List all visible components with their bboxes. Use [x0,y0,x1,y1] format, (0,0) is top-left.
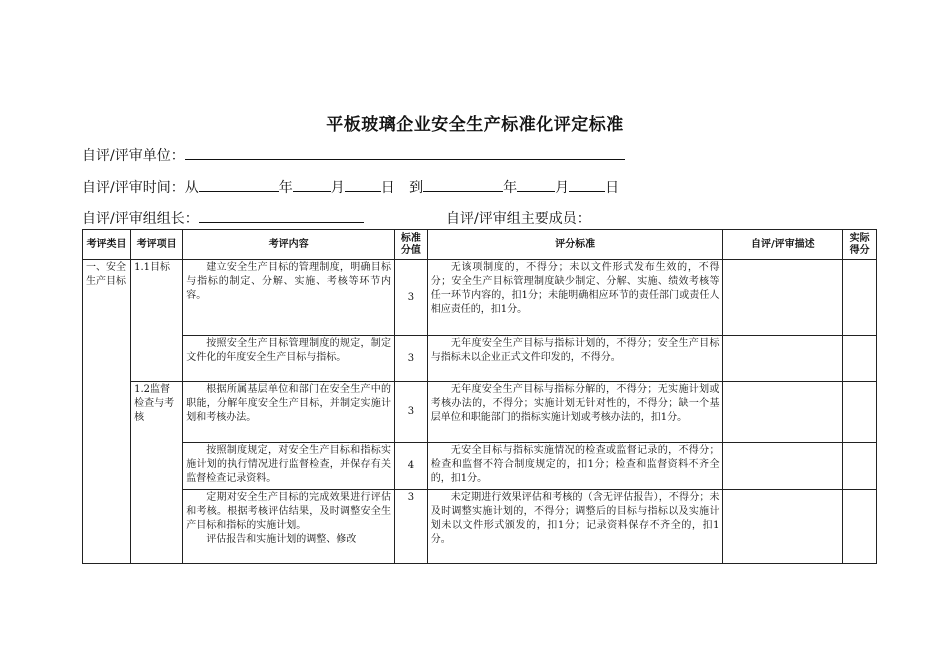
table-row [83,490,877,564]
standard-cell: 未定期进行效果评估和考核的（含无评估报告），不得分；未及时调整实施计划的，不得分；调整后的目标与指标以及实施计划未以文件形式颁发的，扣1分；记录资料保存不齐全的，扣1分。 [430,492,720,545]
table-row [83,336,877,382]
unit-line [82,145,625,165]
evaluation-table [82,229,877,564]
to-month-blank[interactable] [517,177,555,192]
category-cell: 一、安全生产目标 [83,260,131,564]
header-item: 考评项目 [131,230,183,260]
from-day-blank[interactable] [345,177,381,192]
content-cell: 定期对安全生产目标的完成效果进行评估和考核。根据考核评估结果，及时调整安全生产目标和指标的实施计划。 [186,492,392,531]
actual-score-cell[interactable] [843,382,877,443]
time-from: 从 [184,180,199,196]
to-day-blank[interactable] [569,177,605,192]
content-cell: 根据所属基层单位和部门在安全生产中的职能，分解年度安全生产目标，并制定实施计划和考核办法。 [186,384,392,423]
leader-blank[interactable] [199,208,364,223]
actual-score-cell[interactable] [843,336,877,382]
document-title: 平板玻璃企业安全生产标准化评定标准 [326,115,624,135]
content-cell: 建立安全生产目标的管理制度，明确目标与指标的制定、分解、实施、考核等环节内容。 [186,262,392,301]
time-label: 自评/评审时间： [82,180,185,196]
members-line [446,208,591,228]
describe-cell[interactable] [723,443,843,490]
header-standard: 评分标准 [427,230,723,260]
leader-label: 自评/评审组组长： [82,211,199,227]
time-line [82,177,619,197]
item-cell-1-1: 1.1目标 [131,260,183,382]
table-row [83,443,877,490]
from-month-label: 月 [330,180,345,196]
to-day-label: 日 [605,180,620,196]
describe-cell[interactable] [723,336,843,382]
from-year-label: 年 [278,180,293,196]
actual-score-cell[interactable] [843,443,877,490]
from-month-blank[interactable] [293,177,331,192]
score-cell: 4 [395,443,428,490]
content-cell: 按照制度规定，对安全生产目标和指标实施计划的执行情况进行监督检查，并保存有关监督检查记录资料。 [186,445,392,484]
header-score: 标准分值 [395,230,428,260]
table-row [83,260,877,336]
header-actual: 实际得分 [843,230,877,260]
standard-cell: 无安全目标与指标实施情况的检查或监督记录的，不得分；检查和监督不符合制度规定的，扣1分；检查和监督资料不齐全的，扣1分。 [430,445,720,484]
from-year-blank[interactable] [199,177,279,192]
header-category: 考评类目 [83,230,131,260]
table-row [83,382,877,443]
standard-cell: 无年度安全生产目标与指标计划的，不得分；安全生产目标与指标未以企业正式文件印发的，不得分。 [430,338,720,363]
actual-score-cell[interactable] [843,260,877,336]
describe-cell[interactable] [723,490,843,564]
content-cell-extra: 评估报告和实施计划的调整、修改 [206,534,357,545]
score-cell: 3 [395,490,428,564]
to-year-blank[interactable] [423,177,503,192]
to-year-label: 年 [503,180,518,196]
header-describe: 自评/评审描述 [723,230,843,260]
to-month-label: 月 [555,180,570,196]
score-cell: 3 [395,382,428,443]
item-cell-1-2: 1.2监督检查与考核 [131,382,183,564]
standard-cell: 无年度安全生产目标与指标分解的，不得分；无实施计划或考核办法的，不得分；实施计划无针对性的，不得分；缺一个基层单位和职能部门的指标实施计划或考核办法的，扣1分。 [430,384,720,423]
score-cell: 3 [395,260,428,336]
describe-cell[interactable] [723,382,843,443]
unit-blank[interactable] [185,145,625,160]
unit-label: 自评/评审单位： [82,148,185,164]
actual-score-cell[interactable] [843,490,877,564]
score-cell: 3 [395,336,428,382]
leader-line [82,208,364,228]
members-label: 自评/评审组主要成员： [446,211,591,227]
content-cell: 按照安全生产目标管理制度的规定，制定文件化的年度安全生产目标与指标。 [186,338,392,363]
describe-cell[interactable] [723,260,843,336]
header-content: 考评内容 [183,230,395,260]
from-day-label: 日 [380,180,395,196]
time-to: 到 [409,180,424,196]
standard-cell: 无该项制度的，不得分；未以文件形式发布生效的，不得分；安全生产目标管理制度缺少制定、分解、实施、绩效考核等任一环节内容的，扣1分；未能明确相应环节的责任部门或责任人相应责任的，扣1分。 [430,262,720,315]
